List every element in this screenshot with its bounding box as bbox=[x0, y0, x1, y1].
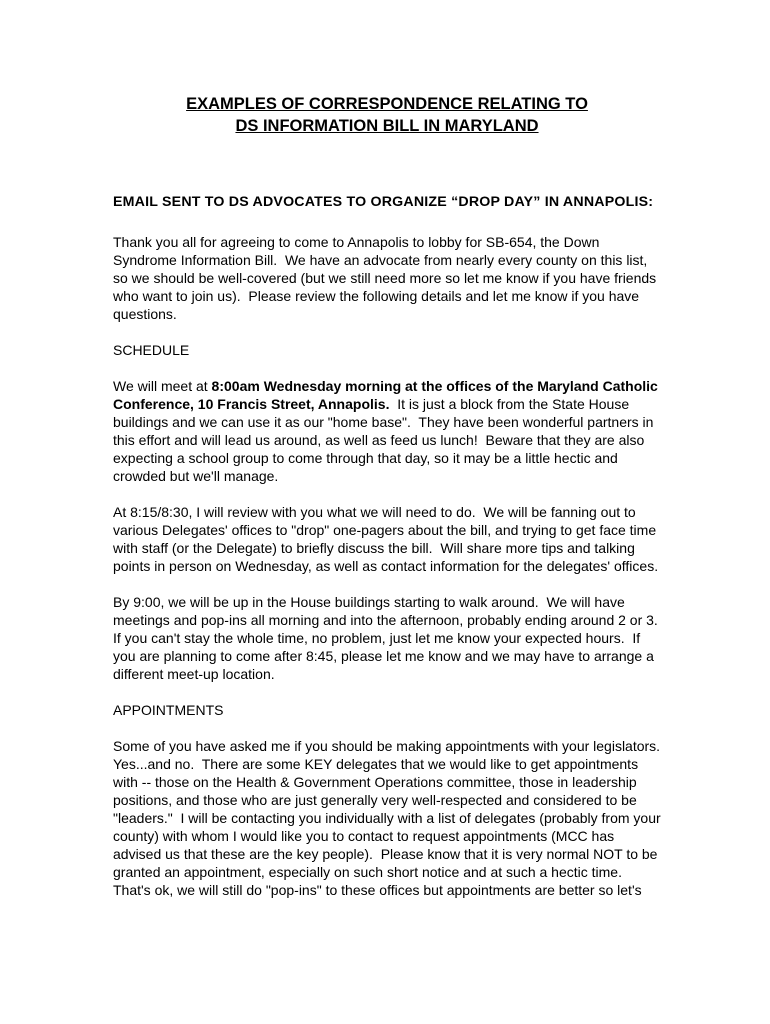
appointments-paragraph-1: Some of you have asked me if you should be making appointments with your legislators. Yes...and no. There are some KEY delegates that we would like to get appointments with -- those on the Health & Government Operations committee, those in leadership positions, and those who are just generally very well-respected and considered to be "leaders." I will be contacting you individually with a list of delegates (probably from your county) with whom I would like you to contact to request appointments (MCC has advised us that these are the key people). Please know that it is very normal NOT to be granted an appointment, especially on such short notice and at such a hectic time. That's ok, we will still do "pop-ins" to these offices but appointments are better so let's bbox=[113, 738, 668, 898]
title-line-1: EXAMPLES OF CORRESPONDENCE RELATING TO bbox=[186, 95, 588, 113]
document-page bbox=[113, 93, 668, 899]
document-title bbox=[113, 93, 661, 137]
schedule-paragraph-2: At 8:15/8:30, I will review with you what we will need to do. We will be fanning out to various Delegates' offices to "drop" one-pagers about the bill, and trying to get face time with staff (or the Delegate) to briefly discuss the bill. Will share more tips and talking points in person on Wednesday, as well as contact information for the delegates' offices. bbox=[113, 504, 661, 574]
schedule-paragraph-1 bbox=[113, 377, 661, 485]
intro-paragraph: Thank you all for agreeing to come to Annapolis to lobby for SB-654, the Down Syndrome Information Bill. We have an advocate from nearly every county on this list, so we should be well-covered (but we still need more so let me know if you have friends who want to join us). Please review the following details and let me know if you have questions. bbox=[113, 234, 661, 322]
schedule-p1-pre: We will meet at bbox=[113, 378, 212, 394]
schedule-p1-post: It is just a block from the State House buildings and we can use it as our "home base". They have been wonderful partners in this effort and will lead us around, as well as feed us lunch! Beware that they are also expecting a school group to come through that day, so it may be a little hectic and crowded but we'll manage. bbox=[113, 396, 658, 484]
title-line-2: DS INFORMATION BILL IN MARYLAND bbox=[235, 117, 539, 135]
schedule-paragraph-3: By 9:00, we will be up in the House buildings starting to walk around. We will have meetings and pop-ins all morning and into the afternoon, probably ending around 2 or 3. If you can't stay the whole time, no problem, just let me know your expected hours. If you are planning to come after 8:45, please let me know and we may have to arrange a different meet-up location. bbox=[113, 594, 666, 682]
schedule-label: SCHEDULE bbox=[113, 342, 190, 358]
schedule-p1-bold: 8:00am Wednesday morning at the offices of the Maryland Catholic Conference, 10 Francis Street, Annapolis. bbox=[113, 378, 662, 412]
email-heading: EMAIL SENT TO DS ADVOCATES TO ORGANIZE “DROP DAY” IN ANNAPOLIS: bbox=[113, 194, 654, 210]
appointments-label: APPOINTMENTS bbox=[113, 702, 224, 718]
